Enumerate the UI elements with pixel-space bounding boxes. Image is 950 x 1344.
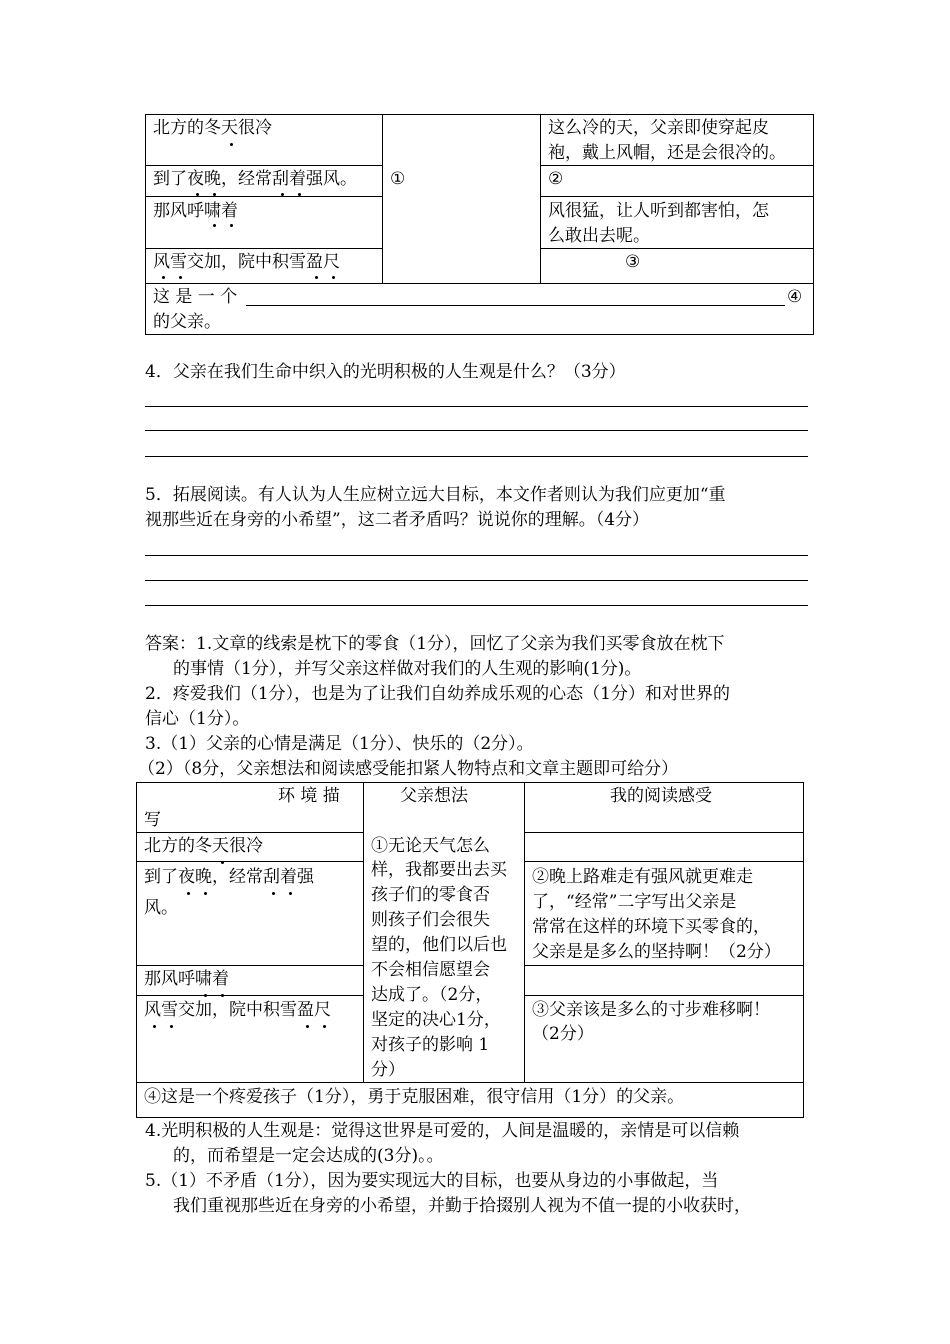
table1-summary-marker: ④ bbox=[787, 287, 803, 307]
emphasis-dot bbox=[298, 193, 301, 196]
answer-2-line-2: 信心（1分）。 bbox=[145, 709, 250, 729]
table2-env-3: 那风呼啸着 bbox=[144, 969, 229, 989]
answer-4-line-2: 的，而希望是一定会达成的(3分)。。 bbox=[173, 1146, 444, 1166]
emphasis-dot bbox=[221, 994, 224, 997]
answer-3-2: （2）（8分，父亲想法和阅读感受能扣紧人物特点和文章主题即可给分） bbox=[138, 759, 679, 779]
table2-feel-3a: ③父亲该是多么的寸步难移啊！ bbox=[532, 1000, 770, 1020]
emphasis-dot bbox=[323, 1025, 326, 1028]
table2-father-2: 样，我都要出去买 bbox=[371, 860, 507, 880]
table2-header-env-1: 环 境 描 bbox=[278, 786, 340, 806]
answer-1-line-2: 的事情（1分），并写父亲这样做对我们的人生观的影响(1分)。 bbox=[173, 659, 642, 679]
table1-feel-1a: 这么冷的天，父亲即使穿起皮 bbox=[548, 118, 769, 138]
emphasis-dot bbox=[332, 276, 335, 279]
table2-father-9: 对孩子的影响 1 bbox=[371, 1035, 490, 1055]
emphasis-dot bbox=[289, 892, 292, 895]
table2-father-6: 不会相信愿望会 bbox=[371, 960, 490, 980]
table2-father-3: 孩子们的零食否 bbox=[371, 885, 490, 905]
emphasis-dot bbox=[187, 892, 190, 895]
emphasis-dot bbox=[153, 1025, 156, 1028]
table2-feel-2d: 父亲是是多么的坚持啊！（2分） bbox=[532, 942, 781, 962]
emphasis-dot bbox=[213, 193, 216, 196]
answer-line bbox=[145, 456, 808, 457]
table1-feel-2: ② bbox=[548, 169, 564, 189]
answer-2-line-1: 2．疼爱我们（1分），也是为了让我们自幼养成乐观的心态（1分）和对世界的 bbox=[145, 684, 730, 704]
emphasis-dot bbox=[204, 994, 207, 997]
answer-line bbox=[145, 555, 808, 556]
table1-father-blank: ① bbox=[390, 169, 406, 189]
emphasis-dot bbox=[315, 276, 318, 279]
question-5-line-2: 视那些近在身旁的小希望”，这二者矛盾吗？说说你的理解。（4分） bbox=[145, 510, 650, 530]
emphasis-dot bbox=[221, 861, 224, 864]
emphasis-dot bbox=[170, 1025, 173, 1028]
table1-summary-suffix: 的父亲。 bbox=[153, 312, 221, 332]
table1-env-1: 北方的冬天很冷 bbox=[153, 118, 272, 138]
table2-env-4: 风雪交加，院中积雪盈尺 bbox=[144, 1000, 331, 1020]
table2-header-feel: 我的阅读感受 bbox=[610, 786, 712, 806]
emphasis-dot bbox=[179, 276, 182, 279]
emphasis-dot bbox=[162, 276, 165, 279]
table2-env-2b: 风。 bbox=[144, 898, 178, 918]
table2-feel-2a: ②晚上路难走有强风就更难走 bbox=[532, 867, 753, 887]
answer-line bbox=[145, 406, 808, 407]
question-5-line-1: 5．拓展阅读。有人认为人生应树立远大目标，本文作者则认为我们应更加“重 bbox=[145, 485, 726, 505]
answer-5-line-1: 5.（1）不矛盾（1分），因为要实现远大的目标，也要从身边的小事做起，当 bbox=[145, 1171, 719, 1191]
table2-env-2a: 到了夜晚，经常刮着强 bbox=[144, 867, 314, 887]
table2-father-8: 坚定的决心1分， bbox=[371, 1010, 501, 1030]
table2-feel-3b: （2分） bbox=[532, 1024, 594, 1044]
emphasis-dot bbox=[196, 193, 199, 196]
table2-summary: ④这是一个疼爱孩子（1分），勇于克服困难，很守信用（1分）的父亲。 bbox=[144, 1087, 685, 1107]
table2-header-father: 父亲想法 bbox=[400, 786, 468, 806]
table1-env-2: 到了夜晚，经常刮着强风。 bbox=[153, 169, 357, 189]
answer-line bbox=[145, 430, 808, 431]
table2-father-4: 则孩子们会很失 bbox=[371, 910, 490, 930]
table2-father-10: 分） bbox=[371, 1060, 405, 1080]
table2-env-1: 北方的冬天很冷 bbox=[144, 836, 263, 856]
table2-father-7: 达成了。（2分， bbox=[371, 985, 493, 1005]
answer-line bbox=[145, 605, 808, 606]
table1-env-4: 风雪交加，院中积雪盈尺 bbox=[153, 252, 340, 272]
table2-father-5: 望的，他们以后也 bbox=[371, 935, 507, 955]
table1-env-3: 那风呼啸着 bbox=[153, 201, 238, 221]
answer-1-line-1: 答案：1.文章的线索是枕下的零食（1分），回忆了父亲为我们买零食放在枕下 bbox=[145, 634, 725, 654]
emphasis-dot bbox=[230, 143, 233, 146]
table1-feel-3a: 风很猛，让人听到都害怕，怎 bbox=[548, 201, 769, 221]
table1-feel-3b: 么敢出去呢。 bbox=[548, 226, 650, 246]
table2-father-1: ①无论天气怎么 bbox=[371, 836, 490, 856]
table1-summary-prefix: 这 是 一 个 bbox=[153, 287, 238, 307]
answer-4-line-1: 4.光明积极的人生观是：觉得这世界是可爱的，人间是温暖的，亲情是可以信赖 bbox=[145, 1121, 740, 1141]
answer-line bbox=[145, 580, 808, 581]
emphasis-dot bbox=[204, 892, 207, 895]
emphasis-dot bbox=[281, 193, 284, 196]
emphasis-dot bbox=[230, 224, 233, 227]
emphasis-dot bbox=[306, 1025, 309, 1028]
answer-5-line-2: 我们重视那些近在身旁的小希望，并勤于拾掇别人视为不值一提的小收获时， bbox=[173, 1196, 751, 1216]
table1-feel-4: ③ bbox=[625, 252, 641, 272]
table2-header-env-2: 写 bbox=[144, 810, 161, 830]
table2-feel-2c: 常常在这样的环境下买零食的， bbox=[532, 917, 770, 937]
emphasis-dot bbox=[272, 892, 275, 895]
table1-feel-1b: 袍，戴上风帽，还是会很冷的。 bbox=[548, 143, 786, 163]
question-4: 4．父亲在我们生命中织入的光明积极的人生观是什么？（3分） bbox=[145, 362, 626, 382]
table2-feel-2b: 了，“经常”二字写出父亲是 bbox=[532, 892, 737, 912]
emphasis-dot bbox=[213, 224, 216, 227]
answer-3-1: 3.（1）父亲的心情是满足（1分）、快乐的（2分）。 bbox=[145, 734, 534, 754]
table1-summary-blank bbox=[246, 305, 785, 306]
